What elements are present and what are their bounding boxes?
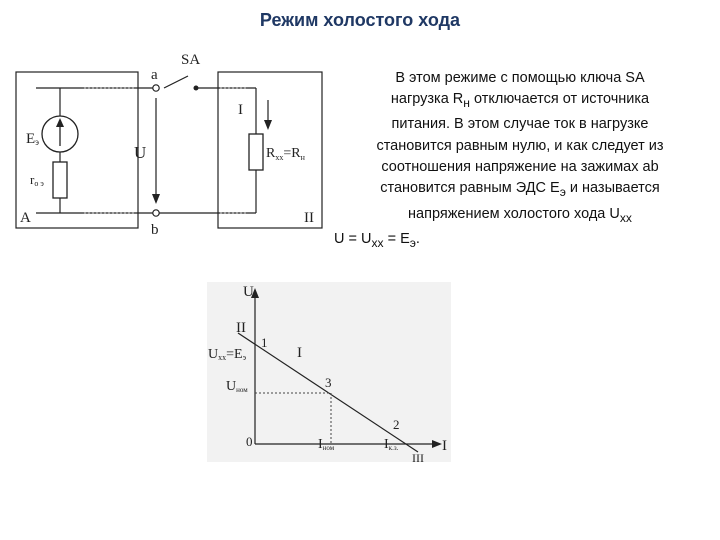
paragraph-line-4: становится равным нулю, и как следует из — [376, 137, 664, 154]
graph-y-axis-label: U — [243, 284, 254, 300]
graph-ikz-label: Iк.з. — [384, 437, 399, 452]
graph-x-axis-label: I — [442, 438, 447, 454]
graph-line-label-top: II — [236, 320, 246, 336]
block-a-label: A — [20, 210, 31, 226]
emf-label: Eэ — [26, 131, 40, 147]
graph-inom-label: Iном — [318, 437, 335, 452]
graph-unom-label: Uном — [226, 379, 248, 394]
paragraph-line-3: питания. В этом случае ток в нагрузке — [391, 116, 649, 133]
switch-label: SA — [181, 52, 201, 68]
paragraph-line-8: $U = U_{хх} = Е_э$. — [334, 230, 420, 250]
slide-title: Режим холостого хода — [259, 10, 461, 30]
load-resistor-label: $R_{xx}=R_н$ — [266, 146, 305, 162]
graph-region-label: I — [297, 345, 302, 361]
internal-resistor-label: ro э — [30, 172, 44, 188]
graph-background — [207, 282, 451, 462]
block-ii-label: II — [304, 210, 314, 226]
paragraph-line-1: В этом режиме с помощью ключа SA — [395, 70, 645, 86]
graph-point-2-label: 2 — [393, 417, 400, 432]
node-b-label: b — [151, 222, 159, 238]
node-a-label: a — [151, 67, 158, 83]
paragraph-line-6: становится равным ЭДС $Е_э$ и называется — [380, 180, 660, 200]
current-label: I — [238, 102, 243, 118]
graph-point-3-label: 3 — [325, 375, 332, 390]
paragraph-line-5: соотношения напряжение на зажимах ab — [381, 159, 659, 176]
paragraph-line-2: нагрузка $R_н$ отключается от источника — [390, 91, 650, 111]
graph-line-label-bottom: III — [412, 451, 424, 465]
graph-point-1-label: 1 — [261, 335, 268, 350]
paragraph-line-7: напряжением холостого хода $U_{хх}$ — [408, 205, 632, 225]
graph-origin-label: 0 — [246, 434, 253, 449]
graph-uxx-label: Uхх=Eэ — [208, 347, 247, 362]
voltage-label: U — [134, 143, 147, 162]
